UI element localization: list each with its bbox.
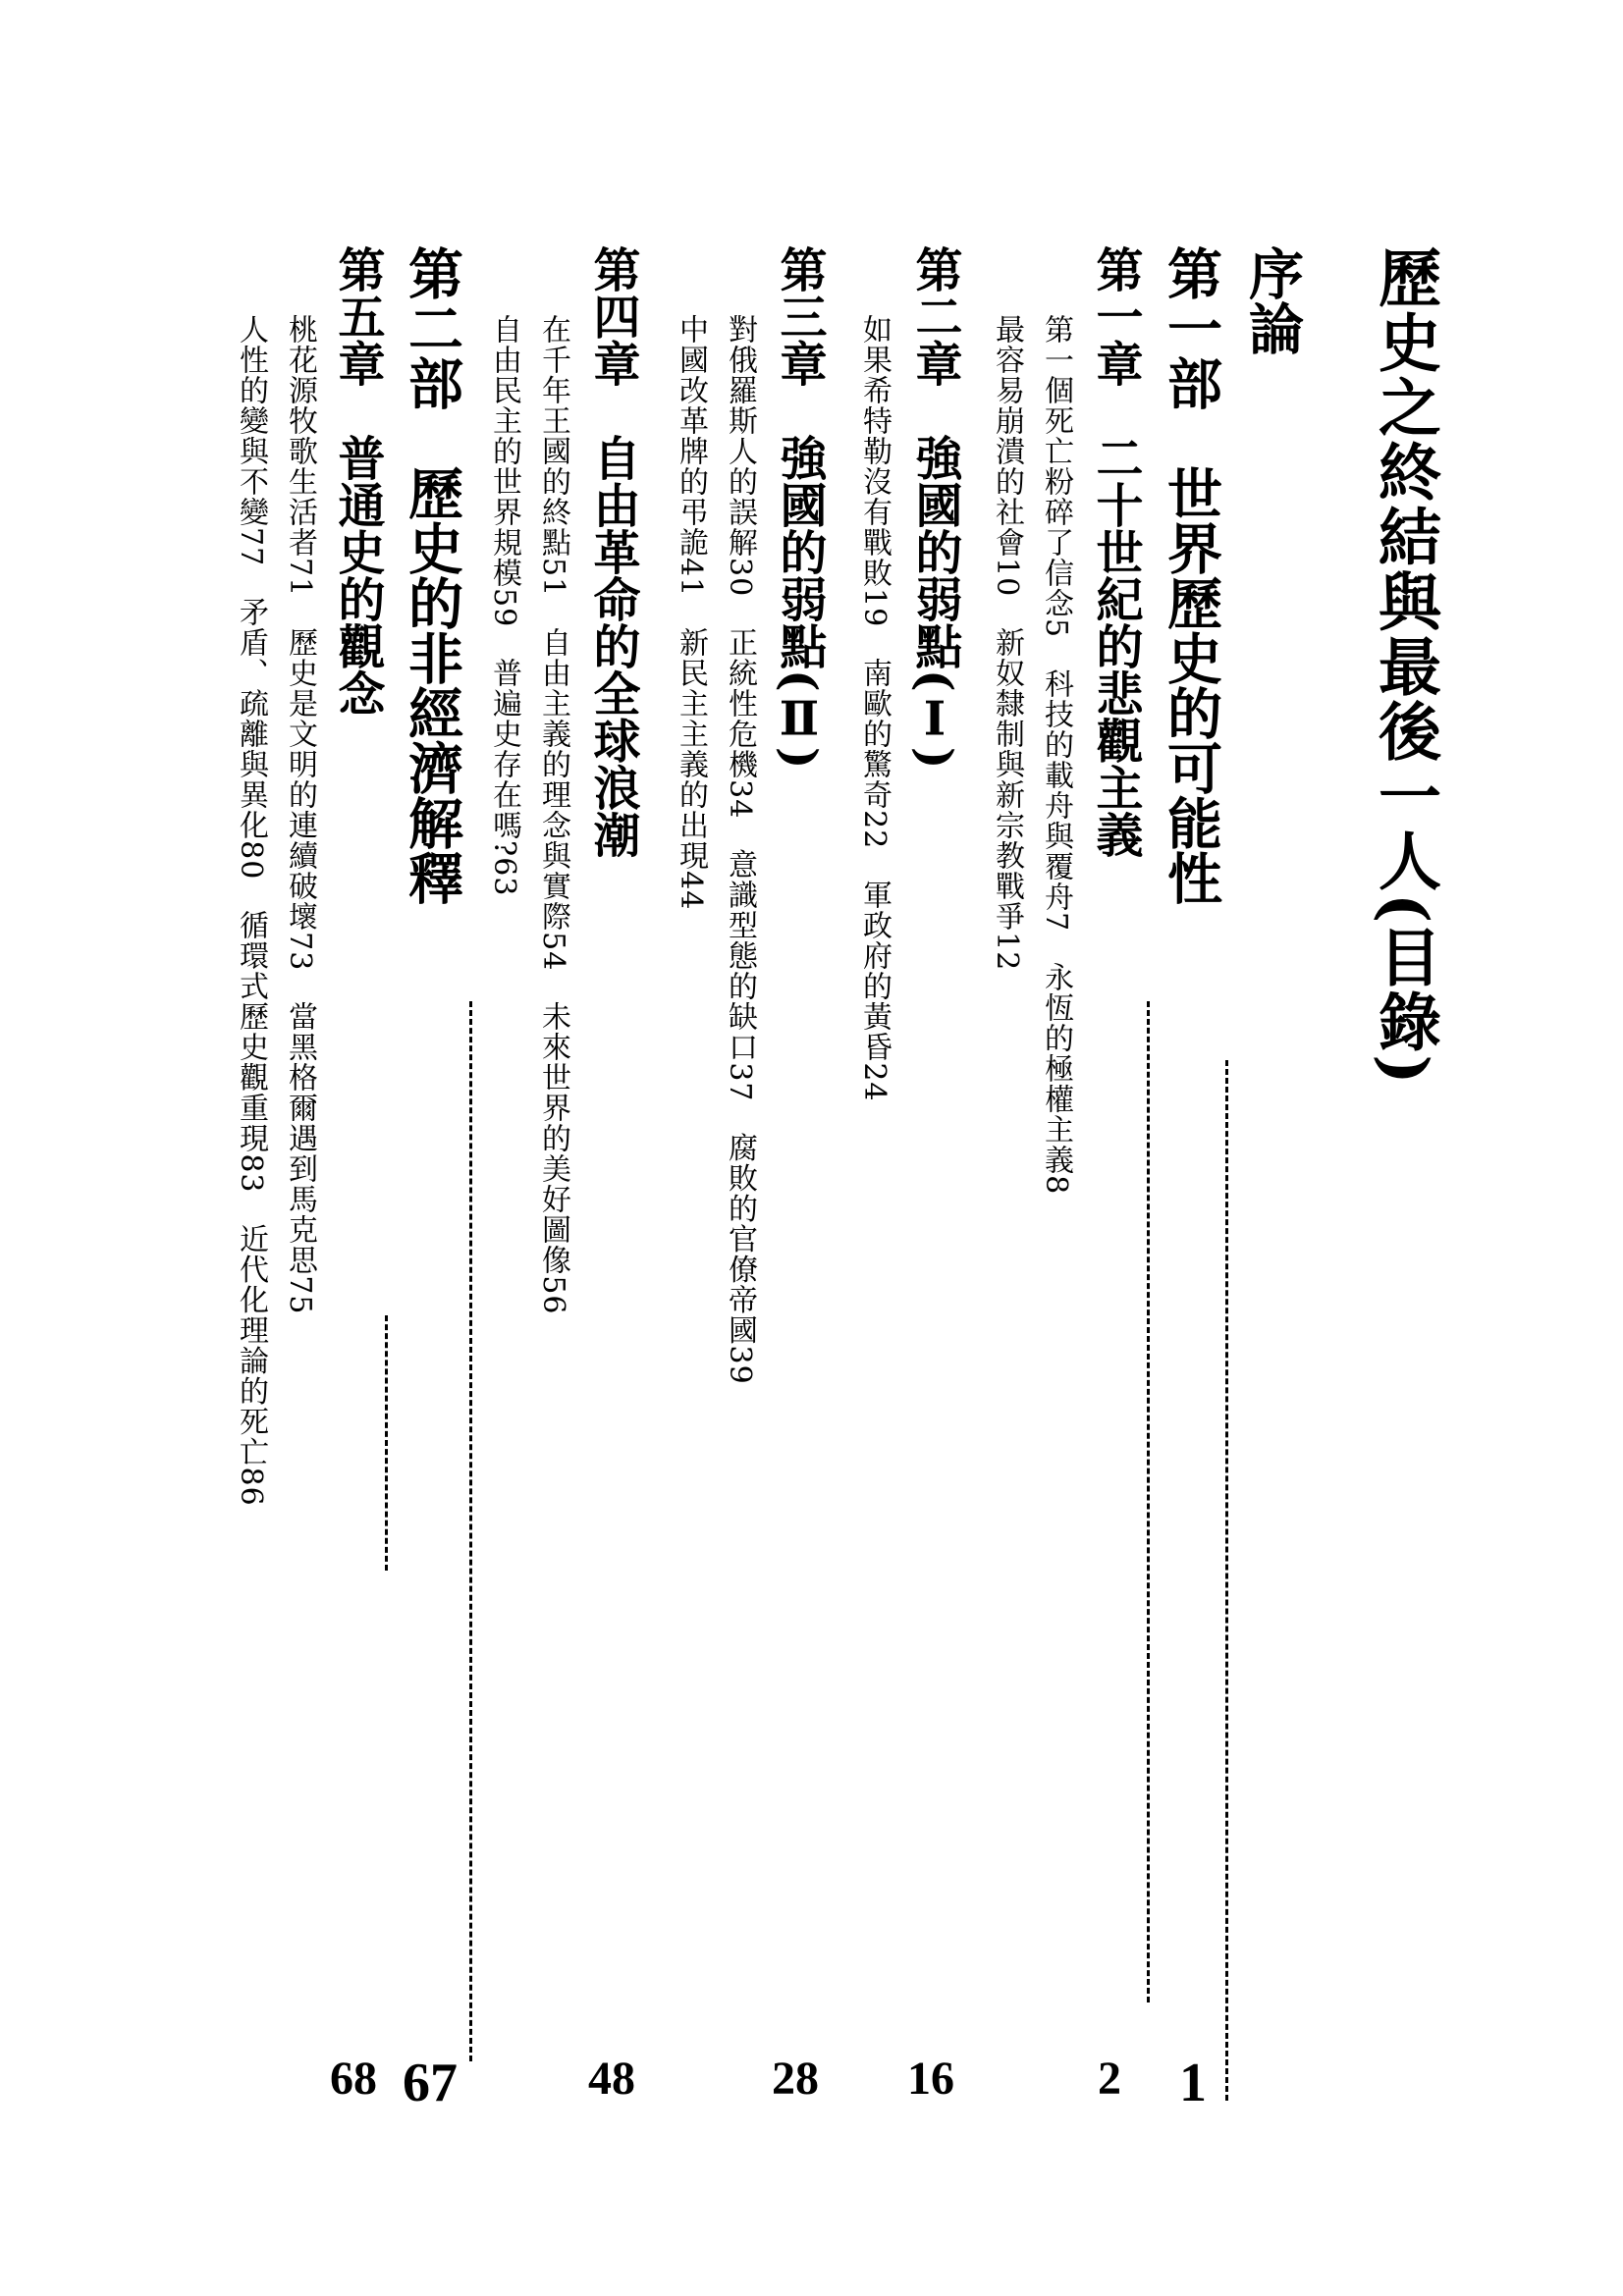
toc-ch4-line1: 在千年王國的終點51 自由主義的理念與實際54 未來世界的美好圖像56 — [536, 314, 570, 1315]
toc-ch1-page: 2 — [1098, 2053, 1121, 2105]
toc-ch1-line2: 最容易崩潰的社會10 新奴隸制與新宗教戰爭12 — [990, 314, 1024, 972]
toc-ch4-label: 第四章 自由革命的全球浪潮 — [585, 245, 640, 858]
toc-ch4-page: 48 — [588, 2053, 635, 2105]
toc-ch5-page: 68 — [330, 2053, 377, 2105]
toc-preface-label: 序論 — [1240, 245, 1305, 355]
toc-ch3-line2: 中國改革牌的弔詭41 新民主主義的出現44 — [674, 314, 708, 911]
page-title: 歷史之終結與最後一人(目錄) — [1368, 245, 1441, 1087]
toc-ch5-label: 第五章 普通史的觀念 — [330, 245, 385, 717]
toc-ch1-line1: 第一個死亡粉碎了信念5 科技的載舟與覆舟7 永恆的極權主義8 — [1039, 314, 1073, 1196]
toc-ch3-line1: 對俄羅斯人的誤解30 正統性危機34 意識型態的缺口37 腐敗的官僚帝國39 — [723, 314, 757, 1385]
toc-ch3-page: 28 — [772, 2053, 819, 2105]
leader-dots — [385, 1315, 388, 1571]
toc-ch5-line2: 人性的變與不變77 矛盾、疏離與異化80 循環式歷史觀重現83 近代化理論的死亡86 — [234, 314, 268, 1507]
toc-ch4-line2: 自由民主的世界規模59 普遍史存在嗎?63 — [487, 314, 521, 897]
toc-ch5-line1: 桃花源牧歌生活者71 歷史是文明的連續破壞73 當黑格爾遇到馬克思75 — [283, 314, 317, 1315]
leader-dots — [1147, 1001, 1150, 2002]
toc-ch2-line1: 如果希特勒沒有戰敗19 南歐的驚奇22 軍政府的黃昏24 — [857, 314, 892, 1102]
leader-dots — [1225, 1060, 1228, 2101]
toc-ch3-label: 第三章 強國的弱點(Ⅱ) — [772, 245, 827, 770]
toc-part2-label: 第二部 歷史的非經濟解釋 — [400, 245, 464, 905]
toc-ch1-label: 第一章 二十世紀的悲觀主義 — [1088, 245, 1143, 858]
toc-part1-label: 第一部 世界歷史的可能性 — [1159, 245, 1223, 905]
toc-part2-page: 67 — [403, 2053, 458, 2113]
leader-dots — [469, 1001, 472, 2061]
toc-part1-page: 1 — [1179, 2053, 1207, 2113]
toc-ch2-label: 第二章 強國的弱點(Ⅰ) — [907, 245, 962, 770]
toc-ch2-page: 16 — [907, 2053, 954, 2105]
